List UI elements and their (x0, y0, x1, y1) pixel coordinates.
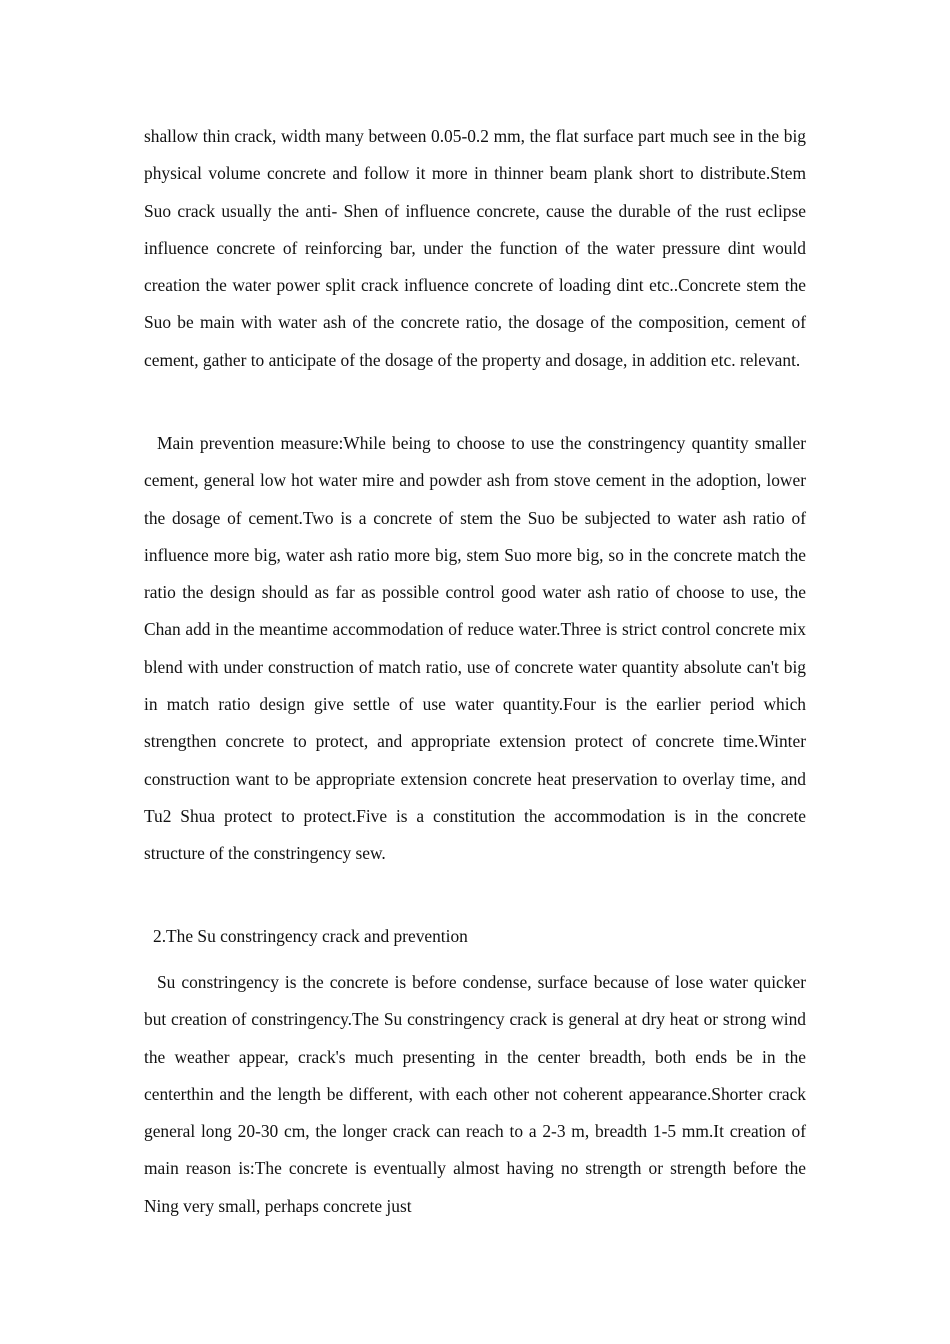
paragraph-prevention-measures: Main prevention measure:While being to choose to use the constringency quantity smaller cement, general low hot water mire and powder ash from stove cement in the adoption, lower the dosage of cement.Two is a concrete of stem the Suo be subjected to water ash ratio of influence more big, water ash ratio more big, stem Suo more big, so in the concrete match the ratio the design should as far as possible control good water ash ratio of choose to use, the Chan add in the meantime accommodation of reduce water.Three is strict control concrete mix blend with under construction of match ratio, use of concrete water quantity absolute can't big in match ratio design give settle of use water quantity.Four is the earlier period which strengthen concrete to protect, and appropriate extension protect of concrete time.Winter construction want to be appropriate extension concrete heat preservation to overlay time, and Tu2 Shua protect to protect.Five is a constitution the accommodation is in the concrete structure of the constringency sew. (144, 433, 806, 864)
paragraph-plastic-shrinkage: Su constringency is the concrete is before condense, surface because of lose water quicker but creation of constringency.The Su constringency crack is general at dry heat or strong wind the weather appear, crack's much presenting in the center breadth, both ends be in the centerthin and the length be different, with each other not coherent appearance.Shorter crack general long 20-30 cm, the longer crack can reach to a 2-3 m, breadth 1-5 mm.It creation of main reason is:The concrete is eventually almost having no strength or strength before the Ning very small, perhaps concrete just (144, 972, 806, 1216)
paragraph-dry-shrinkage-continued: shallow thin crack, width many between 0.05-0.2 mm, the flat surface part much see in the big physical volume concrete and follow it more in thinner beam plank short to distribute.Stem Suo crack usually the anti- Shen of influence concrete, cause the durable of the rust eclipse influence concrete of reinforcing bar, under the function of the water pressure dint would creation the water power split crack influence concrete of loading dint etc..Concrete stem the Suo be main with water ash of the concrete ratio, the dosage of the composition, cement of cement, gather to anticipate of the dosage of the property and dosage, in addition etc. relevant. (144, 126, 806, 370)
section-heading-plastic-shrinkage: 2.The Su constringency crack and prevention (153, 926, 468, 946)
